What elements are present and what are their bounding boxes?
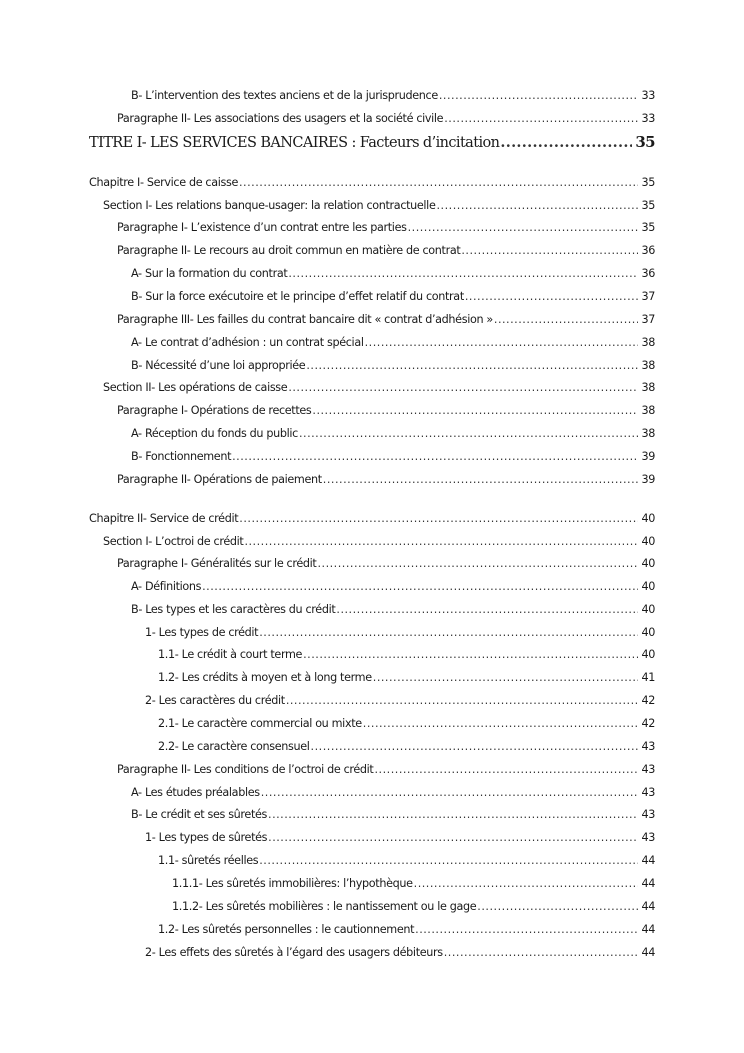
dot-leader: [303, 649, 638, 660]
toc-entry-label: 1- Les types de crédit: [145, 626, 259, 639]
dot-leader: [312, 405, 638, 416]
toc-entry-page-number: 43: [641, 831, 655, 844]
toc-entry-label: A- Le contrat d’adhésion : un contrat spécial: [131, 336, 364, 349]
toc-entry-page-number: 40: [641, 557, 655, 570]
dot-leader: [461, 245, 638, 256]
toc-entry: [131, 787, 655, 798]
toc-entry: [131, 809, 655, 820]
dot-leader: [244, 536, 638, 547]
toc-entry: [117, 558, 655, 569]
toc-entry: [158, 649, 655, 660]
dot-leader: [336, 604, 638, 615]
toc-entry-label: Section I- L’octroi de crédit: [103, 535, 244, 548]
toc-entry-page-number: 41: [641, 671, 655, 684]
toc-entry-page-number: 38: [641, 381, 655, 394]
toc-entry-page-number: 38: [641, 427, 655, 440]
dot-leader: [202, 581, 638, 592]
toc-entry-label: B- Nécessité d’une loi appropriée: [131, 359, 306, 372]
toc-entry: [117, 764, 655, 775]
toc-entry-page-number: 44: [641, 877, 655, 890]
dot-leader: [317, 558, 638, 569]
toc-entry-page-number: 38: [641, 404, 655, 417]
toc-entry-page-number: 43: [641, 740, 655, 753]
dot-leader: [286, 695, 639, 706]
toc-entry-label: B- L’intervention des textes anciens et de la jurisprudence: [131, 89, 438, 102]
dot-leader: [465, 291, 639, 302]
toc-entry-label: 1.1.1- Les sûretés immobilières: l’hypothèque: [172, 877, 413, 890]
toc-entry-label: Paragraphe I- Opérations de recettes: [117, 404, 312, 417]
dot-leader: [288, 268, 638, 279]
toc-entry-label: 2- Les caractères du crédit: [145, 694, 285, 707]
toc-entry: [117, 245, 655, 256]
toc-entry-label: Paragraphe II- Les associations des usagers et la société civile: [117, 112, 444, 125]
toc-entry-page-number: 43: [641, 786, 655, 799]
toc-entry-page-number: 39: [641, 450, 655, 463]
toc-entry: [131, 268, 655, 279]
toc-entry-page-number: 35: [641, 221, 655, 234]
toc-entry-page-number: 36: [641, 244, 655, 257]
toc-entry: [117, 474, 655, 485]
toc-entry-label: A- Les études préalables: [131, 786, 260, 799]
dot-leader: [299, 428, 639, 439]
dot-leader: [365, 337, 639, 348]
toc-entry-label: Chapitre I- Service de caisse: [89, 176, 238, 189]
toc-entry-label: 1.1- sûretés réelles: [158, 854, 259, 867]
dot-leader: [311, 741, 639, 752]
toc-entry-label: B- Les types et les caractères du crédit: [131, 603, 336, 616]
toc-entry-page-number: 44: [641, 854, 655, 867]
toc-entry: [89, 177, 655, 188]
toc-entry: [172, 878, 655, 889]
toc-entry: [117, 405, 655, 416]
dot-leader: [477, 901, 638, 912]
toc-entry: [103, 382, 655, 393]
toc-entry-page-number: 40: [641, 580, 655, 593]
toc-entry-label: 1.1- Le crédit à court terme: [158, 648, 303, 661]
dot-leader: [261, 787, 639, 798]
dot-leader: [306, 360, 638, 371]
toc-entry: [145, 947, 655, 958]
toc-entry-label: Chapitre II- Service de crédit: [89, 512, 239, 525]
toc-entry-label: 2- Les effets des sûretés à l’égard des usagers débiteurs: [145, 946, 443, 959]
dot-leader: [439, 90, 639, 101]
toc-entry-label: Paragraphe I- L’existence d’un contrat entre les parties: [117, 221, 407, 234]
toc-entry-label: Paragraphe II- Le recours au droit commun en matière de contrat: [117, 244, 461, 257]
toc-entry: [158, 718, 655, 729]
toc-entry: [172, 901, 655, 912]
toc-entry-page-number: 40: [641, 535, 655, 548]
toc-entry: [158, 855, 655, 866]
toc-entry-label: 2.1- Le caractère commercial ou mixte: [158, 717, 362, 730]
toc-entry-label: Section I- Les relations banque-usager: la relation contractuelle: [103, 199, 436, 212]
toc-entry-page-number: 44: [641, 923, 655, 936]
toc-entry: [158, 924, 655, 935]
dot-leader: [259, 855, 638, 866]
toc-entry: [131, 581, 655, 592]
dot-leader: [363, 718, 639, 729]
toc-entry: [145, 695, 655, 706]
toc-entry-label: 1- Les types de sûretés: [145, 831, 268, 844]
toc-entry-page-number: 40: [641, 603, 655, 616]
toc-entry-label: A- Réception du fonds du public: [131, 427, 298, 440]
toc-entry-page-number: 42: [641, 717, 655, 730]
toc-entry-label: 1.1.2- Les sûretés mobilières : le nantissement ou le gage: [172, 900, 477, 913]
toc-entry-page-number: 33: [641, 112, 655, 125]
toc-entry-label: 1.2- Les crédits à moyen et à long terme: [158, 671, 372, 684]
toc-entry-page-number: 37: [641, 290, 655, 303]
toc-entry-label: TITRE I- LES SERVICES BANCAIRES : Facteurs d’incitation: [89, 135, 500, 151]
toc-entry-label: Paragraphe I- Généralités sur le crédit: [117, 557, 317, 570]
toc-entry: [131, 291, 655, 302]
toc-entry-page-number: 37: [641, 313, 655, 326]
toc-entry-label: A- Sur la formation du contrat: [131, 267, 288, 280]
dot-leader: [268, 832, 638, 843]
toc-entry: [131, 90, 655, 101]
dot-leader: [288, 382, 638, 393]
dot-leader: [268, 809, 638, 820]
toc-entry-page-number: 42: [641, 694, 655, 707]
toc-entry-page-number: 35: [635, 133, 655, 151]
toc-entry-page-number: 38: [641, 359, 655, 372]
toc-entry-page-number: 39: [641, 473, 655, 486]
toc-entry: [145, 627, 655, 638]
toc-entry-label: B- Le crédit et ses sûretés: [131, 808, 268, 821]
dot-leader: [500, 136, 632, 151]
toc-entry-label: A- Définitions: [131, 580, 202, 593]
toc-entry-page-number: 43: [641, 808, 655, 821]
toc-entry-page-number: 33: [641, 89, 655, 102]
toc-entry-label: Section II- Les opérations de caisse: [103, 381, 288, 394]
toc-entry-label: B- Fonctionnement: [131, 450, 232, 463]
toc-entry-page-number: 36: [641, 267, 655, 280]
dot-leader: [239, 177, 638, 188]
dot-leader: [494, 314, 639, 325]
toc-entry: [158, 672, 655, 683]
toc-entry: [117, 113, 655, 124]
toc-entry-label: Paragraphe III- Les failles du contrat bancaire dit « contrat d’adhésion »: [117, 313, 493, 326]
dot-leader: [323, 474, 639, 485]
toc-entry: [131, 428, 655, 439]
toc-entry: [131, 337, 655, 348]
toc-entry-label: 1.2- Les sûretés personnelles : le cautionnement: [158, 923, 415, 936]
toc-entry-label: Paragraphe II- Les conditions de l’octroi de crédit: [117, 763, 374, 776]
toc-entry-page-number: 43: [641, 763, 655, 776]
toc-entry: [89, 513, 655, 524]
dot-leader: [239, 513, 638, 524]
toc-entry-page-number: 40: [641, 626, 655, 639]
toc-entry-page-number: 38: [641, 336, 655, 349]
toc-entry: [131, 360, 655, 371]
toc-entry: [131, 604, 655, 615]
toc-entry: [131, 451, 655, 462]
toc-entry-label: B- Sur la force exécutoire et le principe d’effet relatif du contrat: [131, 290, 464, 303]
dot-leader: [374, 764, 638, 775]
dot-leader: [232, 451, 638, 462]
dot-leader: [259, 627, 638, 638]
dot-leader: [436, 200, 638, 211]
dot-leader: [444, 113, 638, 124]
dot-leader: [408, 222, 639, 233]
toc-entry-page-number: 40: [641, 512, 655, 525]
toc-entry-label: 2.2- Le caractère consensuel: [158, 740, 310, 753]
toc-entry-page-number: 40: [641, 648, 655, 661]
toc-entry-page-number: 35: [641, 199, 655, 212]
dot-leader: [414, 878, 639, 889]
toc-entry-page-number: 44: [641, 946, 655, 959]
toc-entry-label: Paragraphe II- Opérations de paiement: [117, 473, 322, 486]
dot-leader: [373, 672, 639, 683]
toc-entry: [158, 741, 655, 752]
toc-entry: [117, 222, 655, 233]
toc-entry: [103, 536, 655, 547]
toc-title-entry: [89, 135, 655, 151]
toc-entry-page-number: 44: [641, 900, 655, 913]
dot-leader: [444, 947, 639, 958]
dot-leader: [415, 924, 638, 935]
toc-entry-page-number: 35: [641, 176, 655, 189]
toc-entry: [103, 200, 655, 211]
toc-entry: [145, 832, 655, 843]
toc-entry: [117, 314, 655, 325]
